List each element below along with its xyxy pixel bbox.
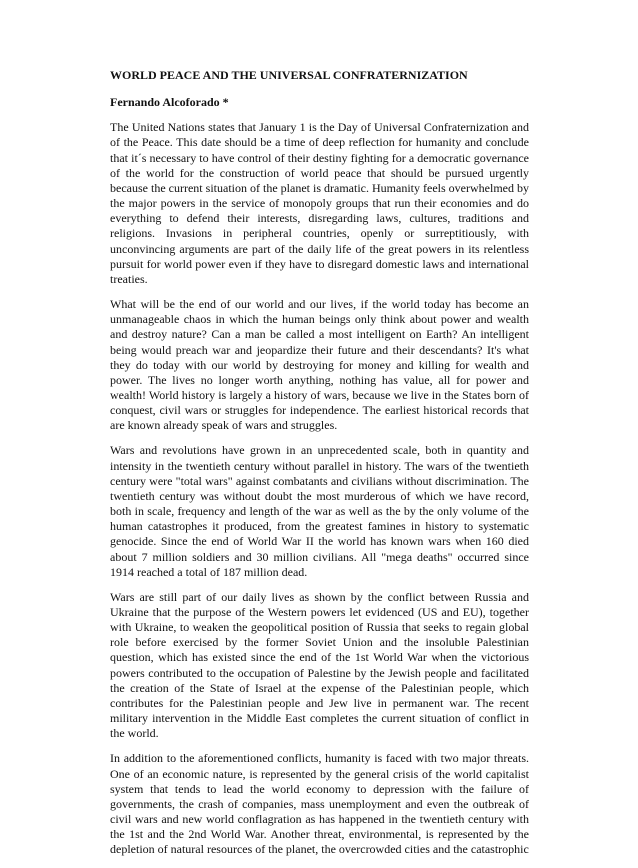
paragraph-3: Wars and revolutions have grown in an unprecedented scale, both in quantity and intensity in the twentieth century without parallel in history. The wars of the twentieth century were "total wars" against combatants and civilians without discrimination. The twentieth century was without doubt the most murderous of which we have record, both in scale, frequency and length of the war as well as the by the only volume of the human catastrophes it produced, from the greatest famines in history to systematic genocide. Since the end of World War II the world has known wars when 160 died about 7 million soldiers and 30 million civilians. All "mega deaths" occurred since 1914 reached a total of 187 million dead.: [110, 443, 529, 579]
paragraph-2: What will be the end of our world and our lives, if the world today has become an unmanageable chaos in which the human beings only think about power and wealth and destroy nature? Can a man be called a most intelligent on Earth? An intelligent being would preach war and jeopardize their future and their descendants? It's what they do today with our world by destroying for money and killing for wealth and power. The lives no longer worth anything, nothing has value, all for power and wealth! World history is largely a history of wars, because we live in the States born of conquest, civil wars or struggles for independence. The earliest historical records that are known already speak of wars and struggles.: [110, 297, 529, 433]
document-author: Fernando Alcoforado *: [110, 95, 229, 110]
paragraph-1: The United Nations states that January 1 is the Day of Universal Confraternization and of the Peace. This date should be a time of deep reflection for humanity and conclude that it´s necessary to have control of their destiny fighting for a democratic governance of the world for the construction of world peace that should be pursued urgently because the current situation of the planet is dramatic. Humanity feels overwhelmed by the major powers in the service of monopoly groups that run their economies and do everything to defend their interests, disregarding laws, cultures, traditions and religions. Invasions in peripheral countries, openly or surreptitiously, with unconvincing arguments are part of the daily life of the great powers in its relentless pursuit for world power even if they have to disregard domestic laws and international treaties.: [110, 120, 529, 286]
document-page: [110, 68, 529, 868]
paragraph-4: Wars are still part of our daily lives as shown by the conflict between Russia and Ukraine that the purpose of the Western powers let evidenced (US and EU), together with Ukraine, to weaken the geopolitical position of Russia that seeks to regain global role before exercised by the former Soviet Union and the insoluble Palestinian question, which has existed since the end of the 1st World War when the victorious powers contributed to the occupation of Palestine by the Jewish people and facilitated the creation of the State of Israel at the expense of the Palestinian people, which contributes for the Palestinian people and Jew live in permanent war. The recent military intervention in the Middle East completes the current situation of conflict in the world.: [110, 589, 529, 741]
document-title: WORLD PEACE AND THE UNIVERSAL CONFRATERNIZATION: [110, 68, 468, 82]
paragraph-5: In addition to the aforementioned conflicts, humanity is faced with two major threats. One of an economic nature, is represented by the general crisis of the world capitalist system that tends to lead the world economy to depression with the failure of governments, the crash of companies, mass unemployment and even the outbreak of civil wars and new world conflagration as has happened in the twentieth century with the 1st and the 2nd World War. Another threat, environmental, is represented by the depletion of natural resources of the planet, the overcrowded cities and the catastrophic: [110, 751, 529, 857]
